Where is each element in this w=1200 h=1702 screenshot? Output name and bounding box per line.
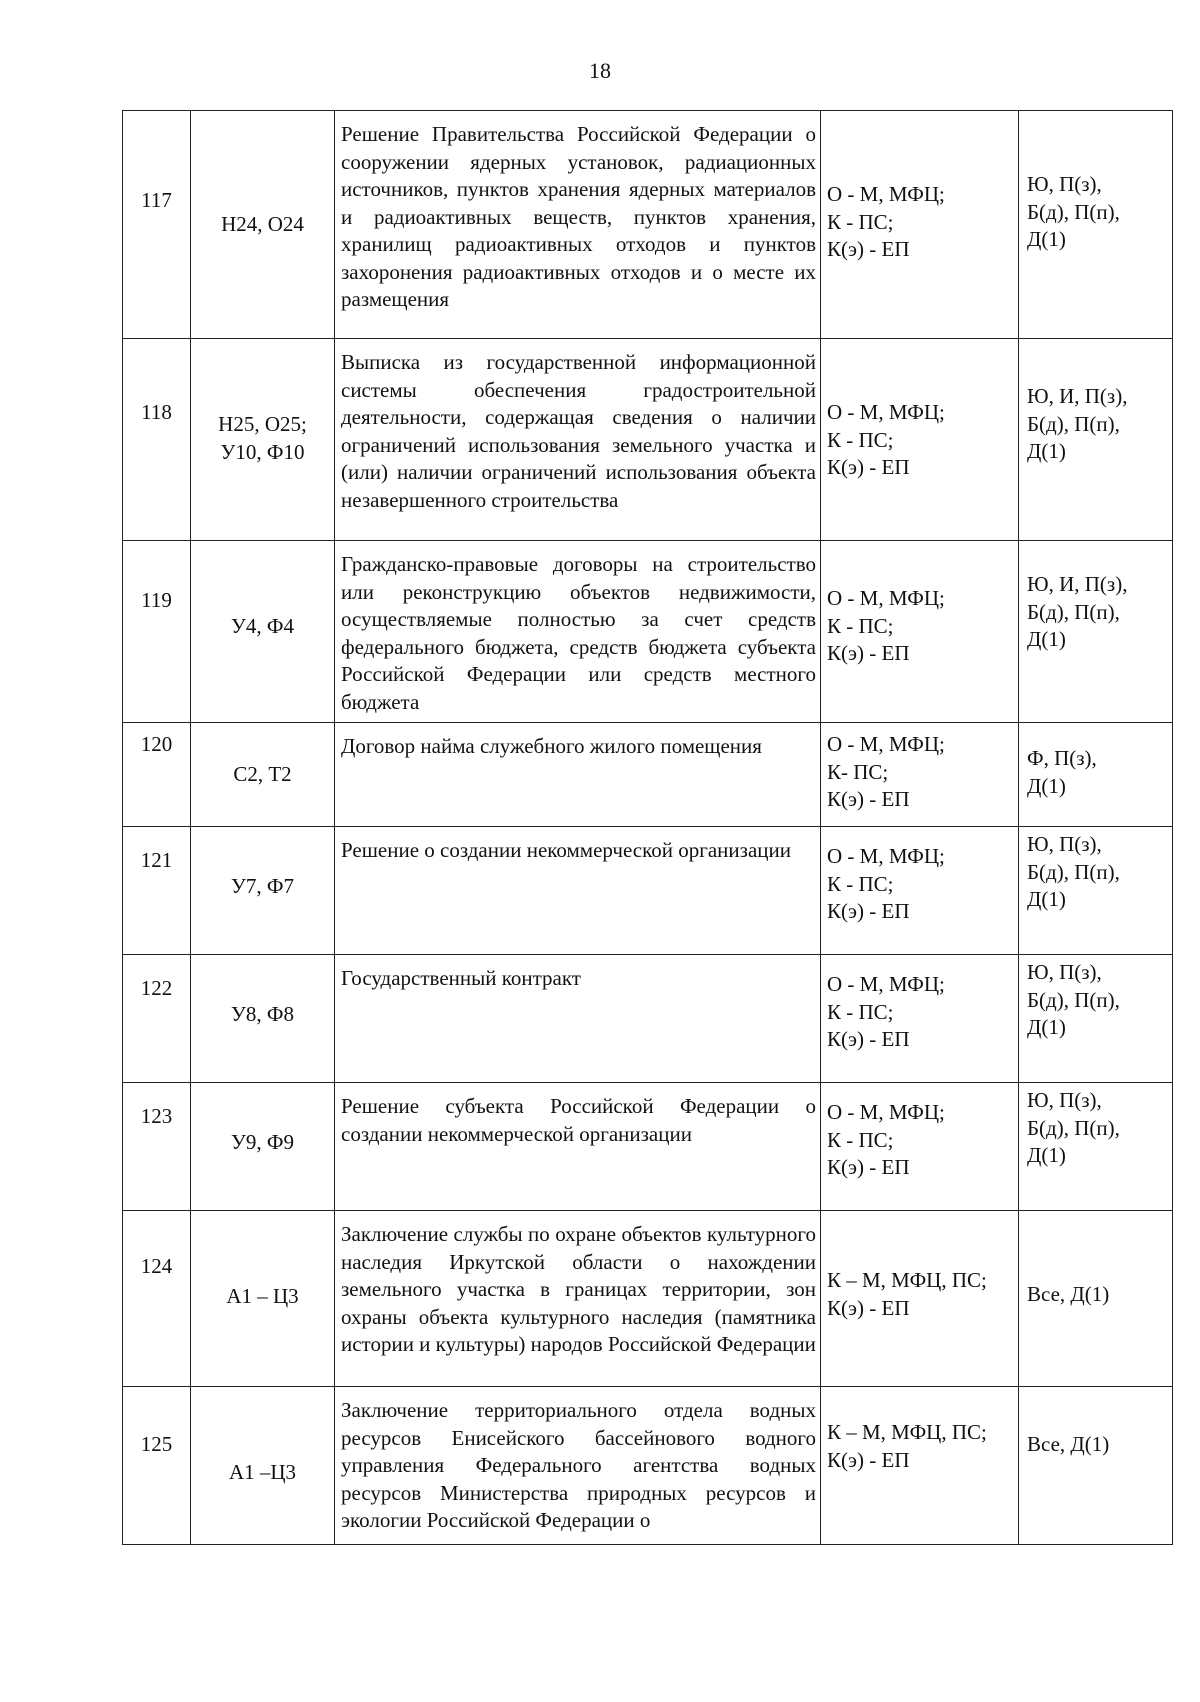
form-cell	[821, 1211, 1019, 1387]
row-number: 117	[141, 188, 172, 212]
form-cell	[821, 339, 1019, 541]
row-document: Заключение территориального отдела водных ресурсов Енисейского бассейнового водного управления Федерального агентства водных ресурсов Министерства природных ресурсов и экологии Российской Федерации о	[341, 1398, 816, 1532]
row-document: Решение Правительства Российской Федерации о сооружении ядерных установок, радиационных источников, пунктов хранения ядерных материалов и радиоактивных веществ, пунктов хранения, хранилищ радиоактивных отходов и пунктов захоронения радиоактивных отходов и о месте их размещения	[341, 122, 816, 311]
row-applicants: Ю, П(з), Б(д), П(п), Д(1)	[1027, 832, 1120, 911]
row-number-cell	[123, 955, 191, 1083]
row-form: О - М, МФЦ; К - ПС; К(э) - ЕП	[827, 400, 945, 479]
code-cell	[191, 339, 335, 541]
applicant-cell	[1019, 955, 1173, 1083]
code-cell	[191, 827, 335, 955]
row-code: А1 –Ц3	[228, 1460, 297, 1484]
form-cell	[821, 723, 1019, 827]
code-cell	[191, 1211, 335, 1387]
applicant-cell	[1019, 827, 1173, 955]
row-number: 120	[140, 732, 173, 756]
table-row	[123, 111, 1173, 339]
row-number-cell	[123, 339, 191, 541]
applicant-cell	[1019, 541, 1173, 723]
row-document: Государственный контракт	[341, 966, 581, 990]
row-number: 118	[141, 400, 172, 424]
table-row	[123, 339, 1173, 541]
code-cell	[191, 541, 335, 723]
form-cell	[821, 1083, 1019, 1211]
document-cell	[335, 111, 821, 339]
document-cell	[335, 723, 821, 827]
row-form: О - М, МФЦ; К - ПС; К(э) - ЕП	[827, 1100, 945, 1179]
document-cell	[335, 1211, 821, 1387]
row-form: К – М, МФЦ, ПС; К(э) - ЕП	[827, 1268, 987, 1320]
row-number: 119	[141, 588, 172, 612]
table-row	[123, 1083, 1173, 1211]
row-number: 123	[140, 1104, 173, 1128]
row-form: О - М, МФЦ; К - ПС; К(э) - ЕП	[827, 182, 945, 261]
row-number: 125	[140, 1432, 173, 1456]
row-code: У9, Ф9	[231, 1130, 294, 1154]
row-form: О - М, МФЦ; К - ПС; К(э) - ЕП	[827, 844, 945, 923]
row-form: О - М, МФЦ; К - ПС; К(э) - ЕП	[827, 972, 945, 1051]
code-cell	[191, 723, 335, 827]
document-cell	[335, 955, 821, 1083]
row-number: 124	[140, 1254, 173, 1278]
code-cell	[191, 955, 335, 1083]
applicant-cell	[1019, 723, 1173, 827]
row-number-cell	[123, 827, 191, 955]
documents-table	[122, 110, 1173, 1545]
row-code: У7, Ф7	[231, 874, 294, 898]
document-cell	[335, 1083, 821, 1211]
row-document: Решение субъекта Российской Федерации о создании некоммерческой организации	[341, 1094, 816, 1146]
table-row	[123, 955, 1173, 1083]
applicant-cell	[1019, 1387, 1173, 1545]
row-number-cell	[123, 1211, 191, 1387]
row-applicants: Ю, П(з), Б(д), П(п), Д(1)	[1027, 960, 1120, 1039]
row-code: Н25, О25; У10, Ф10	[218, 412, 307, 464]
form-cell	[821, 541, 1019, 723]
row-document: Договор найма служебного жилого помещения	[341, 734, 762, 758]
row-document: Гражданско-правовые договоры на строительство или реконструкцию объектов недвижимости, осуществляемые полностью за счет средств федерального бюджета, средств бюджета субъекта Российской Федерации или средств местного бюджета	[341, 552, 816, 714]
code-cell	[191, 1083, 335, 1211]
form-cell	[821, 955, 1019, 1083]
row-number-cell	[123, 541, 191, 723]
table-row	[123, 1211, 1173, 1387]
row-document: Решение о создании некоммерческой организации	[341, 838, 791, 862]
table-row	[123, 723, 1173, 827]
document-cell	[335, 827, 821, 955]
row-number: 122	[140, 976, 173, 1000]
code-cell	[191, 1387, 335, 1545]
applicant-cell	[1019, 111, 1173, 339]
document-cell	[335, 339, 821, 541]
row-document: Выписка из государственной информационной системы обеспечения градостроительной деятельности, содержащая сведения о наличии ограничений использования земельного участка и (или) наличии ограничений использования объекта незавершенного строительства	[341, 350, 816, 512]
row-applicants: Ф, П(з), Д(1)	[1027, 746, 1097, 798]
applicant-cell	[1019, 339, 1173, 541]
row-number-cell	[123, 1083, 191, 1211]
row-code: У4, Ф4	[231, 614, 294, 638]
row-code: У8, Ф8	[231, 1002, 294, 1026]
table-row	[123, 1387, 1173, 1545]
form-cell	[821, 111, 1019, 339]
row-code: С2, Т2	[233, 762, 292, 786]
form-cell	[821, 1387, 1019, 1545]
row-applicants: Ю, И, П(з), Б(д), П(п), Д(1)	[1027, 572, 1128, 651]
row-number: 121	[140, 848, 173, 872]
code-cell	[191, 111, 335, 339]
row-code: А1 – Ц3	[226, 1284, 299, 1308]
applicant-cell	[1019, 1211, 1173, 1387]
table-row	[123, 827, 1173, 955]
row-applicants: Ю, П(з), Б(д), П(п), Д(1)	[1027, 172, 1120, 251]
row-applicants: Ю, И, П(з), Б(д), П(п), Д(1)	[1027, 384, 1128, 463]
row-number-cell	[123, 111, 191, 339]
row-document: Заключение службы по охране объектов культурного наследия Иркутской области о нахождении земельного участка в границах территории, зон охраны объекта культурного наследия (памятника истории и культуры) народов Российской Федерации	[341, 1222, 816, 1356]
row-form: К – М, МФЦ, ПС; К(э) - ЕП	[827, 1420, 987, 1472]
row-number-cell	[123, 1387, 191, 1545]
document-cell	[335, 541, 821, 723]
page-number: 18	[589, 58, 611, 83]
table-row	[123, 541, 1173, 723]
applicant-cell	[1019, 1083, 1173, 1211]
row-applicants: Ю, П(з), Б(д), П(п), Д(1)	[1027, 1088, 1120, 1167]
form-cell	[821, 827, 1019, 955]
document-cell	[335, 1387, 821, 1545]
row-form: О - М, МФЦ; К- ПС; К(э) - ЕП	[827, 732, 945, 811]
row-code: Н24, О24	[221, 212, 304, 236]
row-form: О - М, МФЦ; К - ПС; К(э) - ЕП	[827, 586, 945, 665]
row-applicants: Все, Д(1)	[1027, 1432, 1110, 1456]
row-number-cell	[123, 723, 191, 827]
row-applicants: Все, Д(1)	[1027, 1282, 1110, 1306]
